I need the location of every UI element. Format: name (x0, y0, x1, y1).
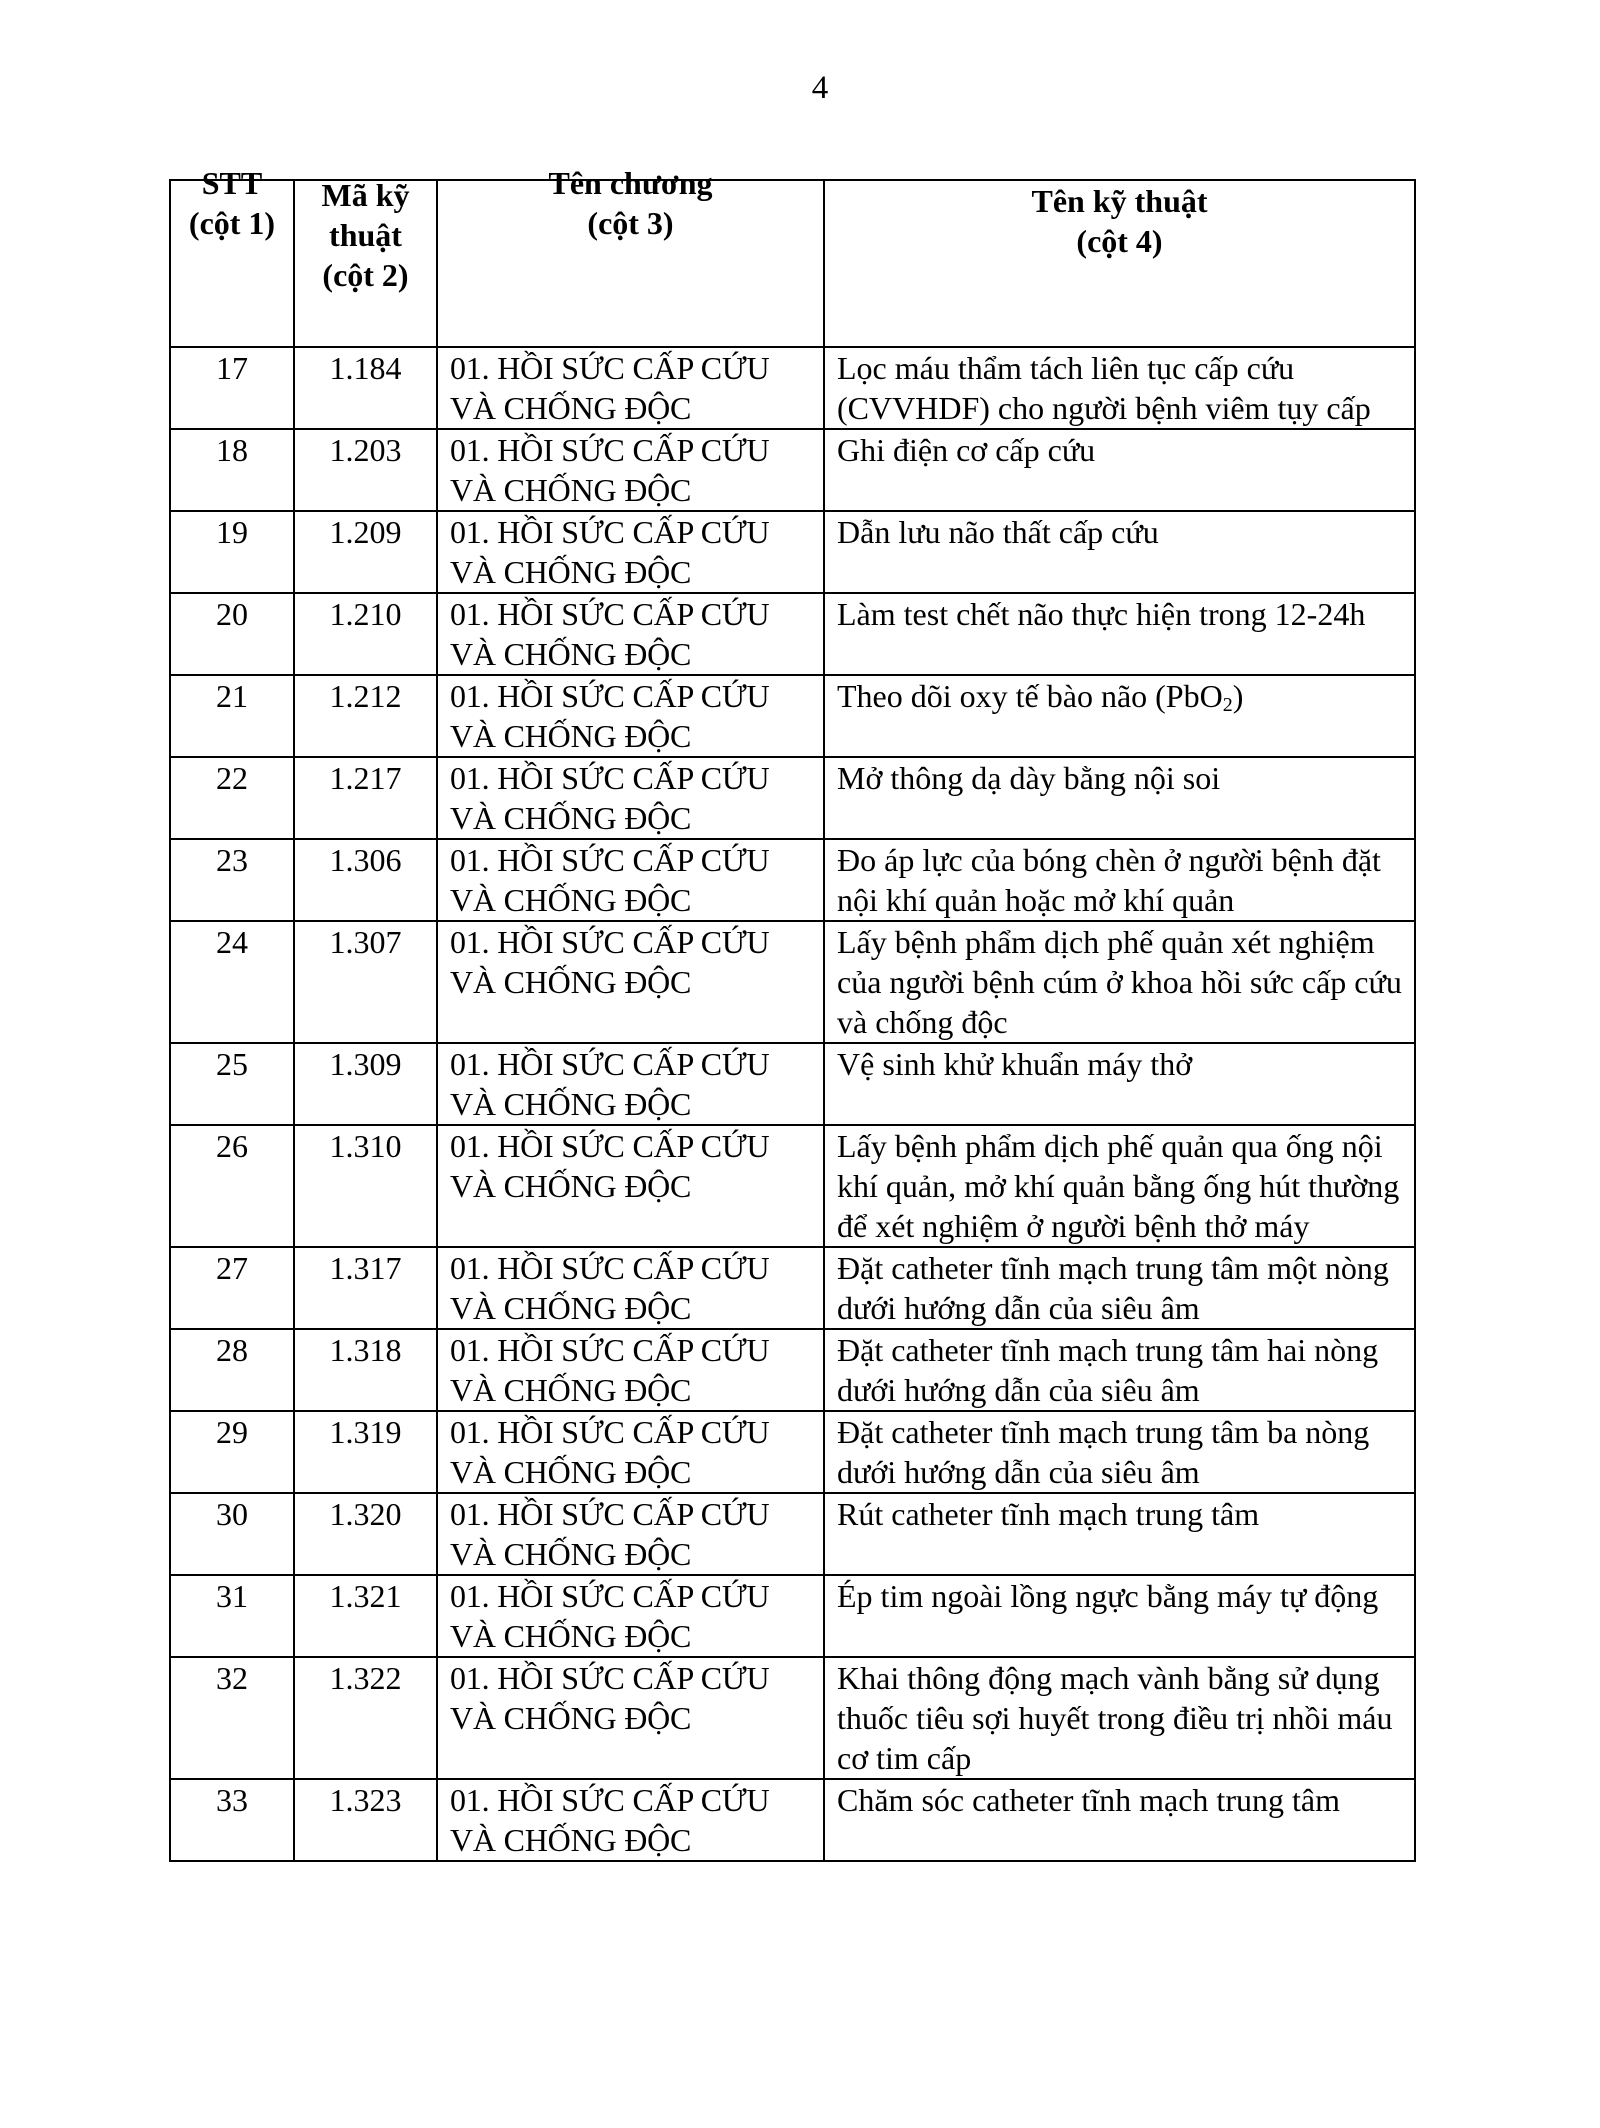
cell-name: Mở thông dạ dày bằng nội soi (824, 757, 1415, 839)
cell-code: 1.203 (294, 429, 437, 511)
cell-stt: 18 (170, 429, 294, 511)
cell-chapter: 01. HỒI SỨC CẤP CỨU VÀ CHỐNG ĐỘC (437, 429, 824, 511)
cell-name-text-after: ) (1232, 678, 1244, 714)
table-row (170, 1657, 1415, 1779)
cell-chapter: 01. HỒI SỨC CẤP CỨU VÀ CHỐNG ĐỘC (437, 675, 824, 757)
cell-name: Chăm sóc catheter tĩnh mạch trung tâm (824, 1779, 1415, 1861)
cell-chapter: 01. HỒI SỨC CẤP CỨU VÀ CHỐNG ĐỘC (437, 1575, 824, 1657)
table-row (170, 1575, 1415, 1657)
cell-code: 1.184 (294, 347, 437, 429)
cell-stt: 29 (170, 1411, 294, 1493)
cell-stt: 20 (170, 593, 294, 675)
header-name-line-1: Tên kỹ thuật (1031, 183, 1208, 219)
table-row (170, 1779, 1415, 1861)
cell-stt: 24 (170, 921, 294, 1043)
cell-chapter: 01. HỒI SỨC CẤP CỨU VÀ CHỐNG ĐỘC (437, 839, 824, 921)
header-code-line-1: Mã kỹ (321, 177, 410, 213)
cell-chapter: 01. HỒI SỨC CẤP CỨU VÀ CHỐNG ĐỘC (437, 921, 824, 1043)
cell-code: 1.309 (294, 1043, 437, 1125)
table-row (170, 1329, 1415, 1411)
header-stt-line-2: (cột 1) (188, 205, 276, 241)
table-row (170, 1043, 1415, 1125)
cell-chapter: 01. HỒI SỨC CẤP CỨU VÀ CHỐNG ĐỘC (437, 1411, 824, 1493)
cell-name: Khai thông động mạch vành bằng sử dụng thuốc tiêu sợi huyết trong điều trị nhồi máu cơ tim cấp (824, 1657, 1415, 1779)
table-header (170, 165, 1415, 347)
cell-code: 1.210 (294, 593, 437, 675)
table-row (170, 921, 1415, 1043)
cell-name: Rút catheter tĩnh mạch trung tâm (824, 1493, 1415, 1575)
cell-stt: 23 (170, 839, 294, 921)
header-chapter (437, 165, 824, 347)
cell-chapter: 01. HỒI SỨC CẤP CỨU VÀ CHỐNG ĐỘC (437, 1657, 824, 1779)
cell-name-text: Theo dõi oxy tế bào não (PbO (837, 678, 1223, 714)
cell-code: 1.209 (294, 511, 437, 593)
table-row (170, 1493, 1415, 1575)
header-code-line-3: (cột 2) (322, 257, 409, 293)
cell-stt: 19 (170, 511, 294, 593)
cell-name: Vệ sinh khử khuẩn máy thở (824, 1043, 1415, 1125)
cell-code: 1.307 (294, 921, 437, 1043)
cell-code: 1.317 (294, 1247, 437, 1329)
table-row (170, 347, 1415, 429)
cell-chapter: 01. HỒI SỨC CẤP CỨU VÀ CHỐNG ĐỘC (437, 757, 824, 839)
cell-chapter: 01. HỒI SỨC CẤP CỨU VÀ CHỐNG ĐỘC (437, 347, 824, 429)
cell-name: Lấy bệnh phẩm dịch phế quản qua ống nội khí quản, mở khí quản bằng ống hút thường để xét nghiệm ở người bệnh thở máy (824, 1125, 1415, 1247)
cell-code: 1.322 (294, 1657, 437, 1779)
cell-name: Dẫn lưu não thất cấp cứu (824, 511, 1415, 593)
cell-code: 1.323 (294, 1779, 437, 1861)
table-row (170, 1411, 1415, 1493)
cell-code: 1.319 (294, 1411, 437, 1493)
cell-chapter: 01. HỒI SỨC CẤP CỨU VÀ CHỐNG ĐỘC (437, 1779, 824, 1861)
cell-name: Làm test chết não thực hiện trong 12-24h (824, 593, 1415, 675)
cell-stt: 17 (170, 347, 294, 429)
header-chapter-line-1: Tên chương (548, 165, 713, 201)
table-row (170, 1247, 1415, 1329)
cell-stt: 28 (170, 1329, 294, 1411)
cell-chapter: 01. HỒI SỨC CẤP CỨU VÀ CHỐNG ĐỘC (437, 511, 824, 593)
cell-stt: 21 (170, 675, 294, 757)
header-stt-line-1: STT (201, 165, 263, 201)
cell-stt: 33 (170, 1779, 294, 1861)
cell-code: 1.321 (294, 1575, 437, 1657)
table-row (170, 757, 1415, 839)
cell-code: 1.310 (294, 1125, 437, 1247)
header-code (294, 177, 437, 347)
cell-name: Đặt catheter tĩnh mạch trung tâm hai nòng dưới hướng dẫn của siêu âm (824, 1329, 1415, 1411)
cell-code: 1.318 (294, 1329, 437, 1411)
cell-stt: 27 (170, 1247, 294, 1329)
cell-chapter: 01. HỒI SỨC CẤP CỨU VÀ CHỐNG ĐỘC (437, 1493, 824, 1575)
cell-stt: 30 (170, 1493, 294, 1575)
cell-name: Đặt catheter tĩnh mạch trung tâm một nòng dưới hướng dẫn của siêu âm (824, 1247, 1415, 1329)
cell-chapter: 01. HỒI SỨC CẤP CỨU VÀ CHỐNG ĐỘC (437, 593, 824, 675)
cell-stt: 26 (170, 1125, 294, 1247)
header-name-line-2: (cột 4) (1076, 223, 1163, 259)
cell-name: Đặt catheter tĩnh mạch trung tâm ba nòng dưới hướng dẫn của siêu âm (824, 1411, 1415, 1493)
cell-stt: 25 (170, 1043, 294, 1125)
header-code-line-2: thuật (329, 217, 402, 253)
cell-name: Đo áp lực của bóng chèn ở người bệnh đặt nội khí quản hoặc mở khí quản (824, 839, 1415, 921)
header-chapter-line-2: (cột 3) (587, 205, 674, 241)
cell-name: Lấy bệnh phẩm dịch phế quản xét nghiệm của người bệnh cúm ở khoa hồi sức cấp cứu và chống độc (824, 921, 1415, 1043)
cell-chapter: 01. HỒI SỨC CẤP CỨU VÀ CHỐNG ĐỘC (437, 1329, 824, 1411)
cell-chapter: 01. HỒI SỨC CẤP CỨU VÀ CHỐNG ĐỘC (437, 1247, 824, 1329)
table-row (170, 593, 1415, 675)
table-row (170, 511, 1415, 593)
cell-stt: 22 (170, 757, 294, 839)
header-name (824, 180, 1415, 347)
techniques-table (169, 165, 1416, 1862)
table-row (170, 675, 1415, 757)
header-stt (170, 165, 294, 347)
table-body (170, 347, 1415, 1861)
cell-stt: 31 (170, 1575, 294, 1657)
cell-chapter: 01. HỒI SỨC CẤP CỨU VÀ CHỐNG ĐỘC (437, 1043, 824, 1125)
table-row (170, 1125, 1415, 1247)
cell-name (824, 675, 1415, 757)
cell-name: Lọc máu thẩm tách liên tục cấp cứu (CVVHDF) cho người bệnh viêm tụy cấp (824, 347, 1415, 429)
cell-chapter: 01. HỒI SỨC CẤP CỨU VÀ CHỐNG ĐỘC (437, 1125, 824, 1247)
cell-code: 1.212 (294, 675, 437, 757)
cell-code: 1.217 (294, 757, 437, 839)
cell-name: Ghi điện cơ cấp cứu (824, 429, 1415, 511)
table-row (170, 429, 1415, 511)
cell-name: Ép tim ngoài lồng ngực bằng máy tự động (824, 1575, 1415, 1657)
page-number: 4 (811, 70, 829, 106)
cell-code: 1.306 (294, 839, 437, 921)
table-row (170, 839, 1415, 921)
cell-code: 1.320 (294, 1493, 437, 1575)
cell-stt: 32 (170, 1657, 294, 1779)
cell-name-subscript: 2 (1222, 694, 1233, 716)
